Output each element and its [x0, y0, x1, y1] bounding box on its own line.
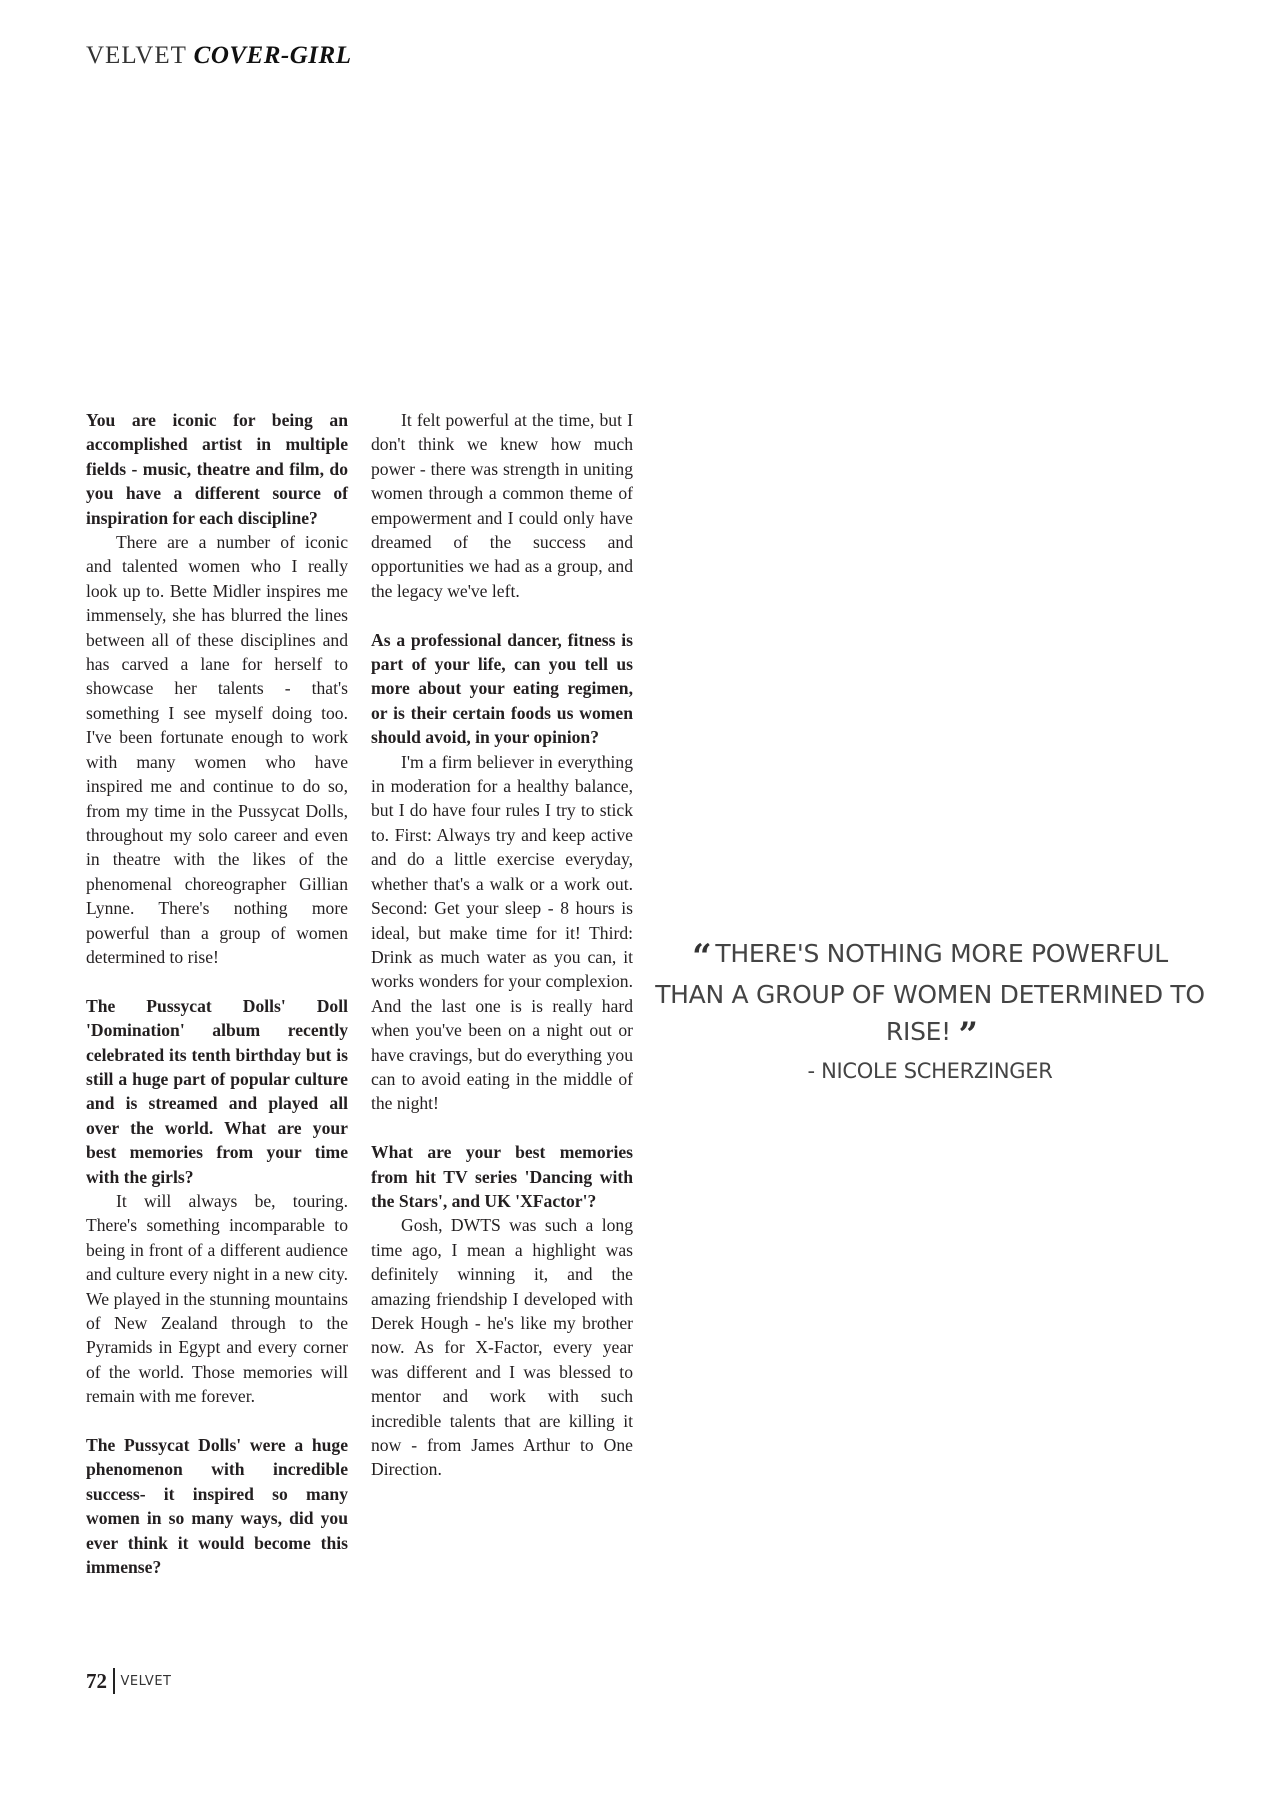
interview-answer: It felt powerful at the time, but I don't think we knew how much power - there was strength in uniting women through a common theme of empowerment and I could only have dreamed of the success and opportunities we had as a group, and the legacy we've left. — [371, 410, 633, 601]
interview-question: The Pussycat Dolls' were a huge phenomenon with incredible success- it inspired so many women in so many ways, did you ever think it would become this immense? — [86, 1435, 348, 1578]
interview-question: You are iconic for being an accomplished artist in multiple fields - music, theatre and film, do you have a different source of inspiration for each discipline? — [86, 410, 348, 528]
interview-question: What are your best memories from hit TV series 'Dancing with the Stars', and UK 'XFactor'? — [371, 1142, 633, 1211]
pull-quote-text: THERE'S NOTHING MORE POWERFUL THAN A GROUP OF WOMEN DETERMINED TO RISE! — [655, 939, 1205, 1046]
footer-divider — [113, 1668, 115, 1694]
section-title: COVER-GIRL — [193, 42, 352, 69]
page-number: 72 — [86, 1668, 107, 1693]
interview-answer: It will always be, touring. There's something incomparable to being in front of a different audience and culture every night in a new city. We played in the stunning mountains of New Zealand through to the Pyramids in Egypt and every corner of the world. Those memories will remain with me forever. — [86, 1190, 348, 1407]
article-column-2 — [371, 408, 633, 1482]
close-quote-icon: ” — [958, 1015, 975, 1055]
pull-quote-text-block — [655, 935, 1205, 1054]
interview-question: The Pussycat Dolls' Doll 'Domination' album recently celebrated its tenth birthday but is still a huge part of popular culture and is streamed and played all over the world. What are your best memories from your time with the girls? — [86, 995, 348, 1187]
running-header — [86, 42, 351, 70]
magazine-brand: VELVET — [86, 42, 187, 69]
interview-answer: There are a number of iconic and talented women who I really look up to. Bette Midler inspires me immensely, she has blurred the lines between all of these disciplines and has carved a lane for herself to showcase her talents - that's something I see myself doing too. I've been fortunate enough to work with many women who have inspired me and continue to do so, from my time in the Pussycat Dolls, throughout my solo career and even in theatre with the likes of the phenomenal choreographer Gillian Lynne. There's nothing more powerful than a group of women determined to rise! — [86, 532, 348, 967]
interview-answer: Gosh, DWTS was such a long time ago, I mean a highlight was definitely winning it, and the amazing friendship I developed with Derek Hough - he's like my brother now. As for X-Factor, every year was different and I was blessed to mentor and work with such incredible talents that are killing it now - from James Arthur to One Direction. — [371, 1215, 633, 1480]
article-column-1 — [86, 408, 348, 1579]
pull-quote — [655, 935, 1205, 1086]
open-quote-icon: “ — [692, 937, 708, 977]
page-footer — [86, 1668, 171, 1694]
interview-question: As a professional dancer, fitness is part of your life, can you tell us more about your eating regimen, or is their certain foods us women should avoid, in your opinion? — [371, 629, 633, 748]
footer-brand: VELVET — [120, 1673, 172, 1689]
interview-answer: I'm a firm believer in everything in moderation for a healthy balance, but I do have four rules I try to stick to. First: Always try and keep active and do a little exercise everyday, whether that's a walk or a work out. Second: Get your sleep - 8 hours is ideal, but make time for it! Third: Drink as much water as you can, it works wonders for your complexion. And the last one is is really hard when you've been on a night out or have cravings, but do everything you can to avoid eating in the middle of the night! — [371, 751, 633, 1114]
pull-quote-author: - NICOLE SCHERZINGER — [807, 1059, 1053, 1083]
